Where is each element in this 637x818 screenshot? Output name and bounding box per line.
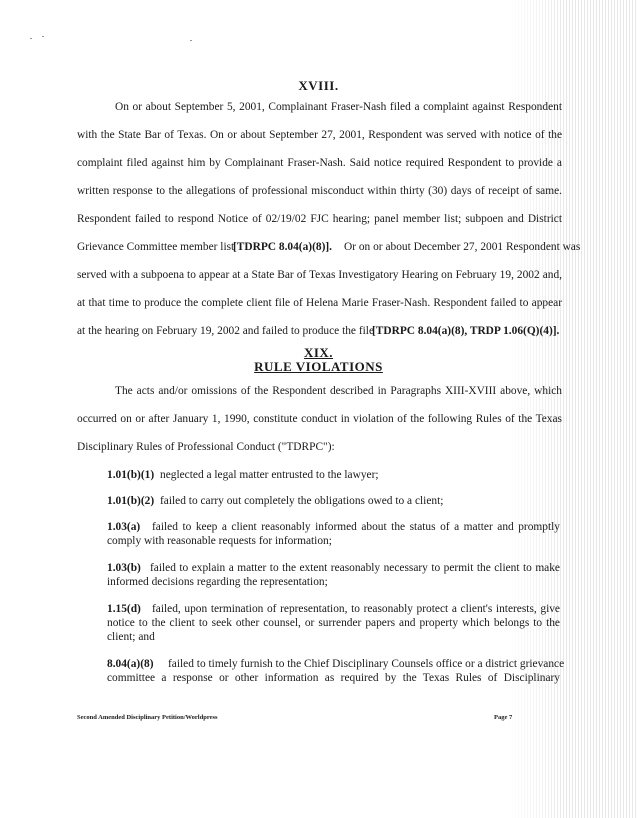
footer-page-number: Page 7 bbox=[494, 714, 513, 721]
rule-code: 1.03(a) bbox=[107, 521, 141, 533]
scan-edge-artifact bbox=[507, 0, 637, 818]
footer-title: Second Amended Disciplinary Petition/Worldpress bbox=[77, 714, 218, 721]
scan-specks bbox=[30, 34, 200, 44]
document-page: XVIII. On or about September 5, 2001, Complainant Fraser-Nash filed a complaint against Respondent with the State Bar of Texas. On or about September 27, 2001, Respondent was served with notice of the complaint filed against him by Complainant Fraser-Nash. Said notice required Respondent to provide a written response to the allegations of professional misconduct within thirty (30) days of receipt of same. Respondent failed to respond Notice of 02/19/02 FJC hearing; panel member list; subpoen and District Grievance Committee member list [TDRPC 8.04(a)(8)]. Or on or about December 27, 2001 Respondent was served with a subpoena to appear at a State Bar of Texas Investigatory Hearing on February 19, 2002 and, at that time to produce the complete client file of Helena Marie Fraser-Nash. Respondent failed to appear at the hearing on February 19, 2002 and failed to produce the file [TDRPC 8.04(a)(8), TRDP 1.06(Q)(4)]. XIX. RULE VIOLATIONS The acts and/or omissions of the Respondent described in Paragraphs XIII-XVIII above, which occurred on or after January 1, 1990, constitute conduct in violation of the following Rules of the Texas Disciplinary Rules of Professional Conduct ("TDRPC"): 1.01(b)(1) neglected a legal matter entrusted to the lawyer; 1.01(b)(2) failed to carry out completely the obligations owed to a client; 1.03(a) failed to keep a client reasonably informed about the status of a matter and promptly comply with reasonable requests for information; 1.03(b) failed to explain a matter to the extent reasonably necessary to permit the client to make informed decisions regarding the representation; 1.15(d) failed, upon termination of representation, to reasonably protect a client's interests, give notice to the client to seek other counsel, or surrender papers and property which belongs to the client; and 8.04(a)(8) failed to timely furnish to the Chief Disciplinary Counsels office or a district grievance committee a response or other information as required by the Texas Rules of Disciplinary Second Amended Disciplinary Petition/Worldpress Page 7 bbox=[0, 0, 637, 818]
citation: [TDRPC 8.04(a)(8), TRDP 1.06(Q)(4)]. bbox=[372, 325, 560, 337]
citation: [TDRPC 8.04(a)(8)]. bbox=[233, 241, 333, 253]
rule-code: 1.03(b) bbox=[107, 562, 141, 574]
rule-code: 1.15(d) bbox=[107, 603, 141, 615]
rule-code: 8.04(a)(8) bbox=[107, 658, 154, 670]
section-heading-xviii: XVIII. bbox=[298, 78, 339, 93]
rule-code: 1.01(b)(1) bbox=[107, 469, 155, 481]
section-heading-rule-violations: RULE VIOLATIONS bbox=[254, 359, 383, 374]
section-heading-xix: XIX. bbox=[303, 345, 334, 360]
rule-code: 1.01(b)(2) bbox=[107, 495, 155, 507]
